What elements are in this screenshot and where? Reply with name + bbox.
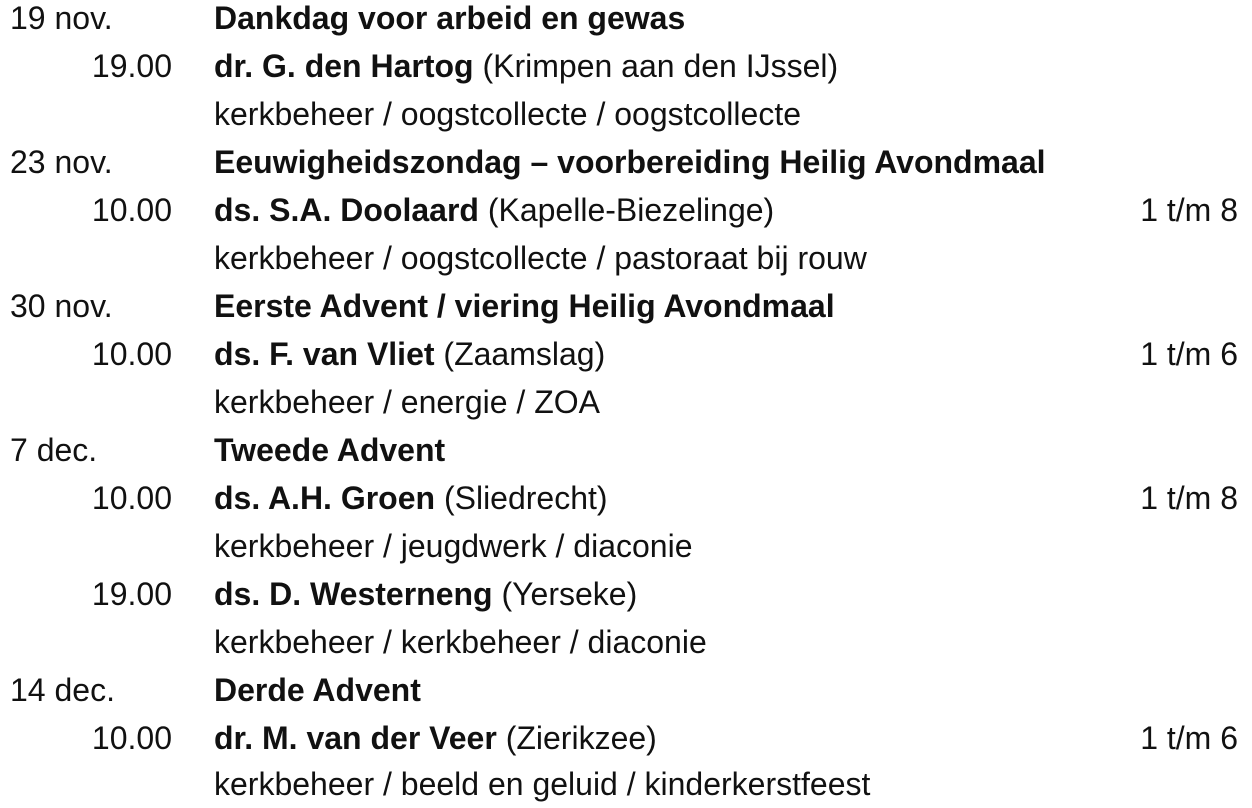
service-collections: kerkbeheer / energie / ZOA [214, 384, 600, 420]
entry-title: Dankdag voor arbeid en gewas [214, 0, 686, 36]
service-preacher: ds. F. van Vliet [214, 336, 435, 372]
service-preacher: ds. S.A. Doolaard [214, 192, 479, 228]
service-row [0, 714, 1252, 762]
service-place: (Sliedrecht) [443, 480, 608, 516]
service-place: (Zierikzee) [505, 720, 657, 756]
service-row [0, 570, 1252, 618]
service-row [0, 186, 1252, 234]
entry-title: Eeuwigheidszondag – voorbereiding Heilig Avondmaal [214, 144, 1046, 180]
collections-row [0, 760, 1252, 808]
collections-row [0, 90, 1252, 138]
service-time: 10.00 [91, 336, 172, 372]
service-details [214, 570, 637, 618]
service-time: 19.00 [91, 576, 172, 612]
entry-date-row [0, 282, 1252, 330]
service-collections: kerkbeheer / jeugdwerk / diaconie [214, 528, 693, 564]
service-count: 1 t/m 6 [1140, 336, 1238, 372]
collections-row [0, 378, 1252, 426]
service-count: 1 t/m 8 [1140, 192, 1238, 228]
service-count: 1 t/m 6 [1140, 720, 1238, 756]
service-row [0, 42, 1252, 90]
service-collections: kerkbeheer / oogstcollecte / pastoraat bij rouw [214, 240, 867, 276]
collections-row [0, 234, 1252, 282]
entry-title: Eerste Advent / viering Heilig Avondmaal [214, 288, 835, 324]
service-place: (Krimpen aan den IJssel) [482, 48, 839, 84]
entry-title: Derde Advent [214, 672, 421, 708]
service-time: 19.00 [91, 48, 172, 84]
service-details [214, 42, 838, 90]
collections-row [0, 522, 1252, 570]
entry-date: 30 nov. [10, 288, 113, 324]
entry-date-row [0, 426, 1252, 474]
service-collections: kerkbeheer / oogstcollecte / oogstcollecte [214, 96, 801, 132]
service-time: 10.00 [91, 480, 172, 516]
service-collections: kerkbeheer / kerkbeheer / diaconie [214, 624, 707, 660]
service-time: 10.00 [91, 192, 172, 228]
service-preacher: ds. A.H. Groen [214, 480, 436, 516]
service-row [0, 474, 1252, 522]
entry-title: Tweede Advent [214, 432, 446, 468]
service-collections: kerkbeheer / beeld en geluid / kinderkerstfeest [214, 766, 871, 802]
service-details [214, 714, 657, 762]
service-place: (Yerseke) [501, 576, 638, 612]
service-count: 1 t/m 8 [1140, 480, 1238, 516]
entry-date: 7 dec. [10, 432, 98, 468]
entry-date-row [0, 0, 1252, 42]
service-row [0, 330, 1252, 378]
entry-date-row [0, 666, 1252, 714]
service-details [214, 186, 774, 234]
entry-date: 19 nov. [10, 0, 113, 36]
collections-row [0, 618, 1252, 666]
service-place: (Zaamslag) [443, 336, 606, 372]
service-preacher: ds. D. Westerneng [214, 576, 493, 612]
service-preacher: dr. M. van der Veer [214, 720, 497, 756]
entry-date: 23 nov. [10, 144, 113, 180]
service-details [214, 330, 605, 378]
service-details [214, 474, 608, 522]
entry-date-row [0, 138, 1252, 186]
entry-date: 14 dec. [10, 672, 115, 708]
service-place: (Kapelle-Biezelinge) [487, 192, 775, 228]
service-time: 10.00 [91, 720, 172, 756]
service-preacher: dr. G. den Hartog [214, 48, 474, 84]
